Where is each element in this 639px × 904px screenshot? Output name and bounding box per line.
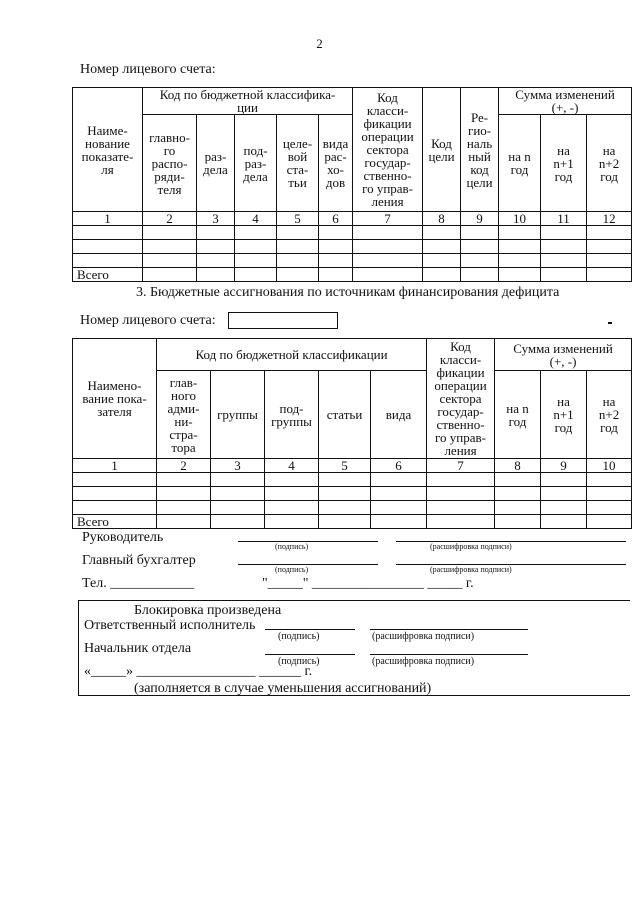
sub-col-header: целе- вой ста- тьи	[277, 115, 319, 212]
dept-head-label: Начальник отдела	[84, 641, 192, 656]
table-row	[73, 254, 632, 268]
page-number: 2	[316, 36, 323, 51]
column-number: 1	[73, 459, 157, 473]
column-number: 2	[143, 212, 197, 226]
account-number-field[interactable]	[228, 312, 338, 329]
column-number: 5	[319, 459, 371, 473]
signature-caption: (подпись)	[278, 631, 320, 642]
table-row	[73, 240, 632, 254]
total-row	[73, 515, 632, 529]
region-code-header: Ре- гио- наль ный код цели	[461, 88, 499, 212]
table-row	[73, 501, 632, 515]
column-number: 7	[427, 459, 495, 473]
budget-code-group-header: Код по бюджетной классификации	[157, 339, 427, 371]
column-number: 4	[265, 459, 319, 473]
dept-head-signature-line[interactable]	[265, 654, 355, 655]
head-label: Руководитель	[82, 530, 164, 545]
col-name-header: Наиме- нование показате- ля	[73, 88, 143, 212]
sub-col-header: вида	[371, 371, 427, 459]
column-number: 7	[353, 212, 423, 226]
executor-decoding-line[interactable]	[370, 629, 528, 630]
column-number: 4	[235, 212, 277, 226]
column-number: 12	[587, 212, 632, 226]
change-col-header: на n+2 год	[587, 115, 632, 212]
column-number: 2	[157, 459, 211, 473]
column-number: 3	[211, 459, 265, 473]
budget-code-group-header: Код по бюджетной классифика- ции	[143, 88, 353, 115]
column-number: 11	[541, 212, 587, 226]
column-number: 9	[541, 459, 587, 473]
sub-col-header: статьи	[319, 371, 371, 459]
scan-mark	[608, 322, 612, 324]
table-row	[73, 487, 632, 501]
column-number: 9	[461, 212, 499, 226]
change-col-header: на n+1 год	[541, 115, 587, 212]
sub-col-header: под- раз- дела	[235, 115, 277, 212]
sub-col-header: под- группы	[265, 371, 319, 459]
blocking-note: (заполняется в случае уменьшения ассигнований)	[134, 681, 432, 696]
phone-field[interactable]: Тел. ____________	[82, 576, 195, 591]
total-row	[73, 268, 632, 282]
table-row	[73, 226, 632, 240]
change-col-header: на n+2 год	[587, 371, 632, 459]
budget-table-1	[72, 87, 632, 282]
total-label: Всего	[73, 268, 143, 282]
section-3-heading: 3. Бюджетные ассигнования по источникам финансирования дефицита	[136, 285, 560, 300]
account-label-1: Номер лицевого счета:	[80, 62, 216, 77]
blocking-date-field[interactable]: «_____» _________________ ______ г.	[84, 664, 313, 679]
change-sum-group-header: Сумма изменений (+, -)	[495, 339, 632, 371]
executor-signature-line[interactable]	[265, 629, 355, 630]
decoding-caption: (расшифровка подписи)	[430, 565, 512, 574]
signature-caption: (подпись)	[278, 656, 320, 667]
decoding-caption: (расшифровка подписи)	[430, 542, 512, 551]
accountant-label: Главный бухгалтер	[82, 553, 196, 568]
col-name-header: Наимено- вание пока- зателя	[73, 339, 157, 459]
signature-caption: (подпись)	[275, 565, 309, 574]
total-label: Всего	[73, 515, 157, 529]
column-number: 8	[423, 212, 461, 226]
decoding-caption: (расшифровка подписи)	[372, 656, 475, 667]
column-number: 3	[197, 212, 235, 226]
sub-col-header: группы	[211, 371, 265, 459]
signature-caption: (подпись)	[275, 542, 309, 551]
operation-code-header: Код класси- фикации операции сектора государ- ственно- го управ- ления	[427, 339, 495, 459]
budget-table-2	[72, 338, 632, 529]
table-row	[73, 473, 632, 487]
column-number: 10	[587, 459, 632, 473]
sub-col-header: раз- дела	[197, 115, 235, 212]
blocking-title: Блокировка произведена	[134, 603, 282, 618]
sub-col-header: вида рас- хо- дов	[319, 115, 353, 212]
change-col-header: на n+1 год	[541, 371, 587, 459]
column-number: 1	[73, 212, 143, 226]
change-col-header: на n год	[499, 115, 541, 212]
account-label-2: Номер лицевого счета:	[80, 313, 216, 328]
change-col-header: на n год	[495, 371, 541, 459]
date-field[interactable]: "_____" ________________ _____ г.	[262, 576, 474, 591]
executor-label: Ответственный исполнитель	[84, 618, 256, 633]
decoding-caption: (расшифровка подписи)	[372, 631, 475, 642]
sub-col-header: глав- ного адми- ни- стра- тора	[157, 371, 211, 459]
dept-head-decoding-line[interactable]	[370, 654, 528, 655]
column-number: 10	[499, 212, 541, 226]
column-number: 6	[371, 459, 427, 473]
column-number: 6	[319, 212, 353, 226]
operation-code-header: Код класси- фикации операции сектора государ- ственно- го управ- ления	[353, 88, 423, 212]
sub-col-header: главно- го распо- ряди- теля	[143, 115, 197, 212]
column-number: 8	[495, 459, 541, 473]
change-sum-group-header: Сумма изменений (+, -)	[499, 88, 632, 115]
goal-code-header: Код цели	[423, 88, 461, 212]
column-number: 5	[277, 212, 319, 226]
